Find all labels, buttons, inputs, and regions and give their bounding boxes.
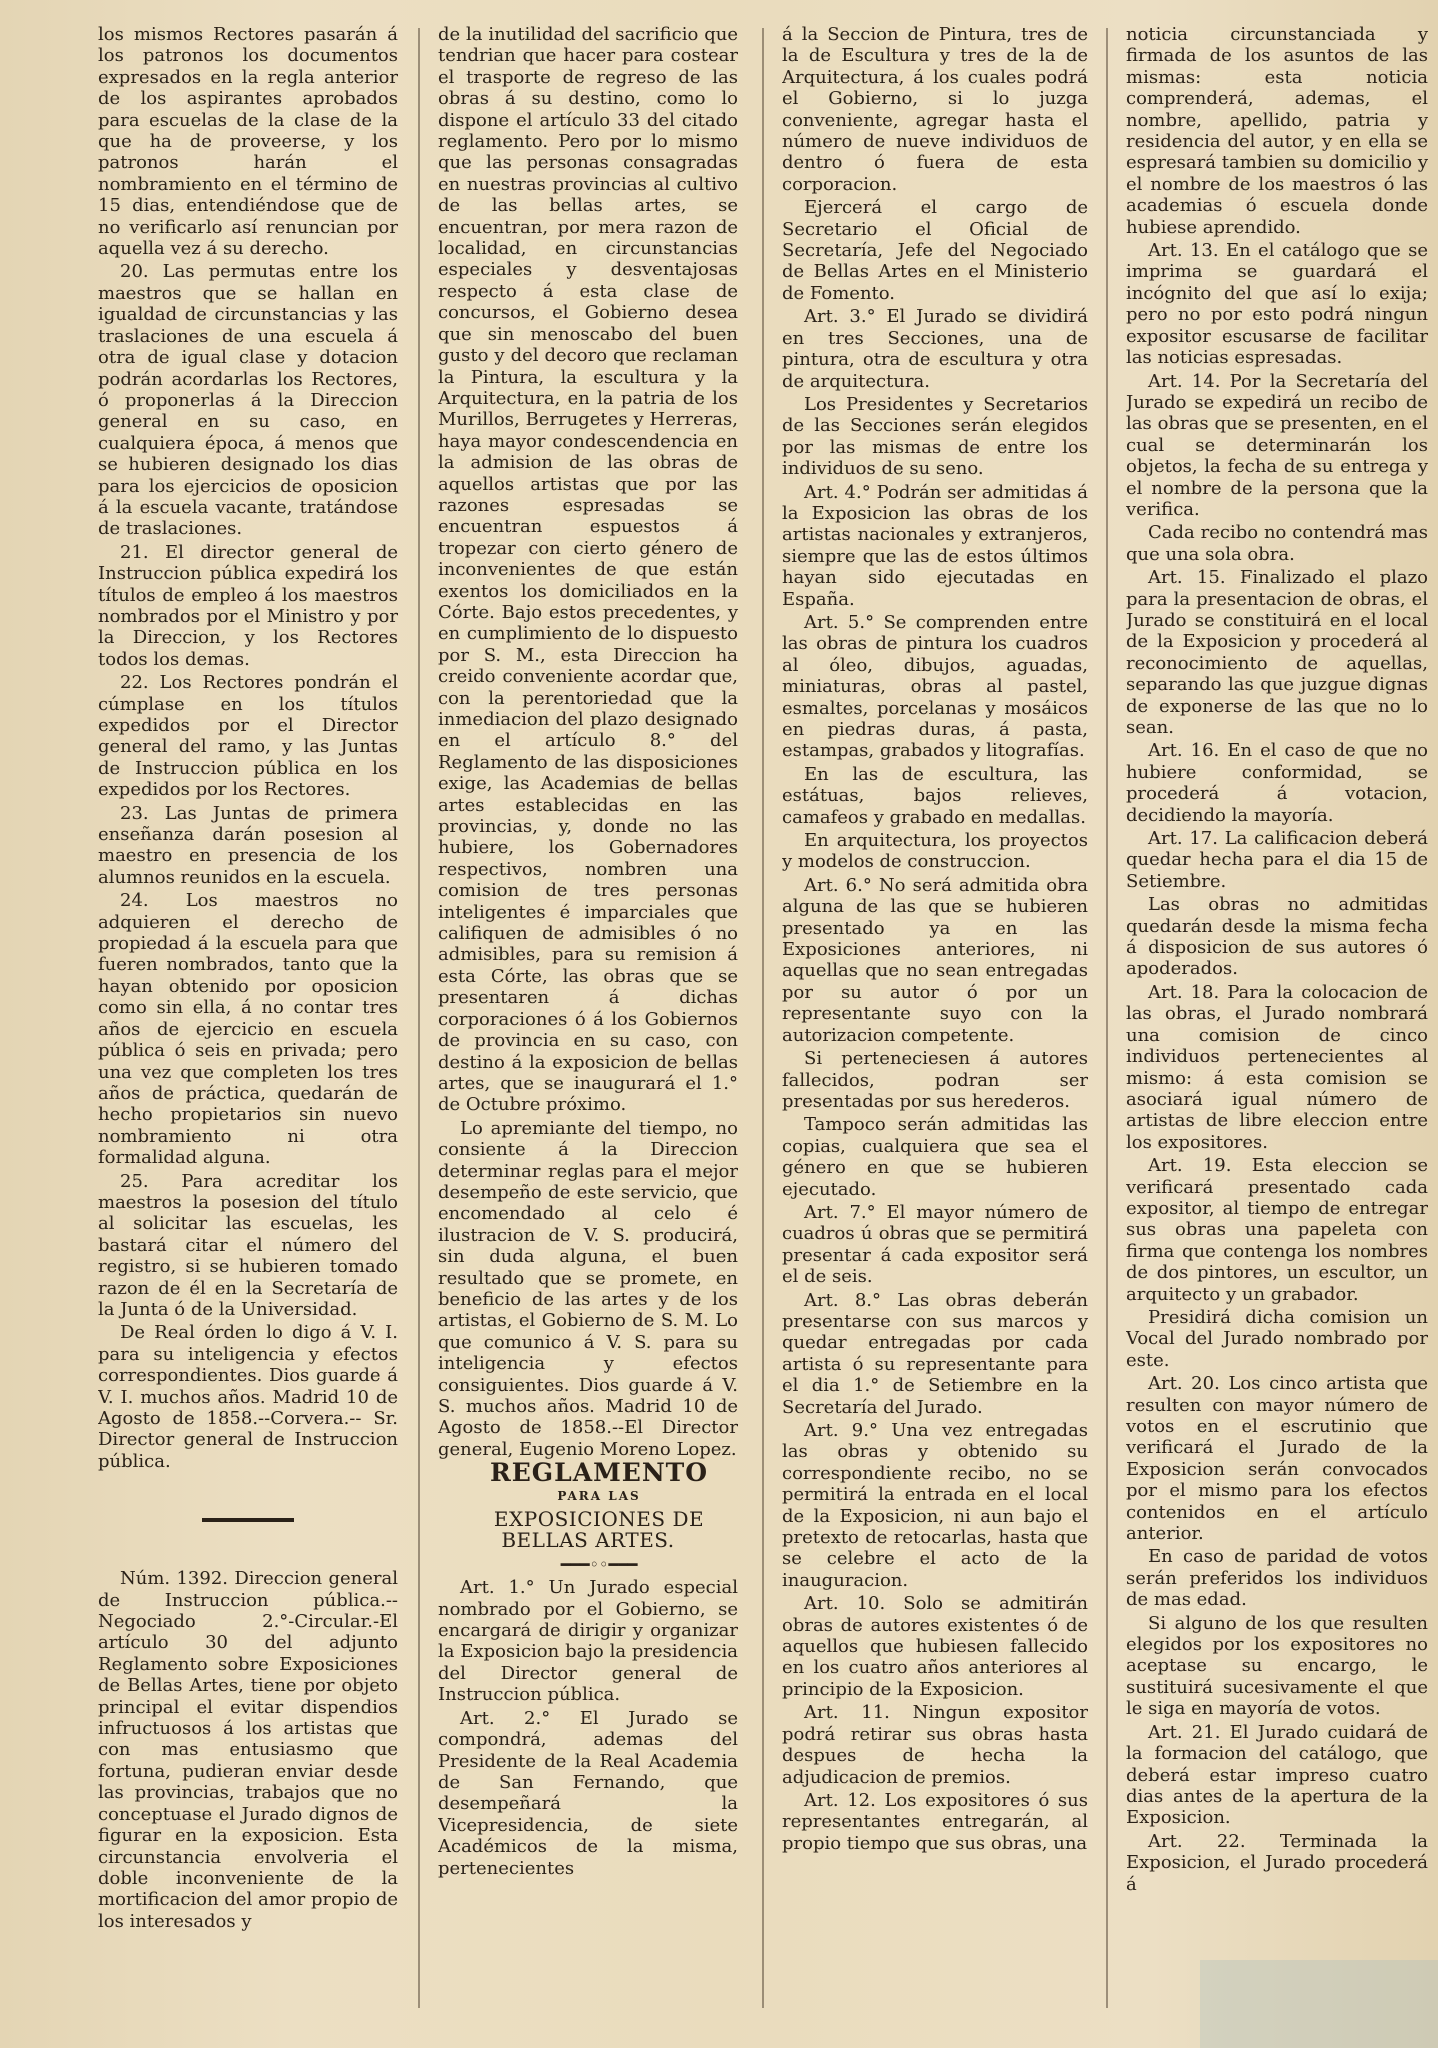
article-11: Art. 11. Ningun expositor podrá retirar sus obras hasta despues de hecha la adjudicacion de premios.: [782, 1702, 1088, 1788]
paragraph: Los Presidentes y Secretarios de las Secciones serán elegidos por las mismas de entre los individuos de su seno.: [782, 393, 1088, 480]
closing-paragraph: De Real órden lo digo á V. I. para su inteligencia y efectos correspondientes. Dios guarde á V. I. muchos años. Madrid 10 de Agosto de 1858.--Corvera.-- Sr. Director general de Instruccion pública.: [98, 1322, 398, 1472]
article-21: 21. El director general de Instruccion pública expedirá los títulos de empleo á los maestros nombrados por el Ministro y por la Direccion, y los Rectores todos los demas.: [98, 541, 398, 670]
column-rule: [418, 28, 420, 2008]
paragraph: á la Seccion de Pintura, tres de la de Escultura y tres de la de Arquitectura, á los cuales podrá el Gobierno, si lo juzga conveniente, agregar hasta el número de nueve individuos de dentro ó fuera de esta corporacion.: [782, 24, 1088, 195]
article-10: Art. 10. Solo se admitirán obras de autores existentes ó de aquellos que hubiesen fallecido en los cuatro años anteriores al principio de la Exposicion.: [782, 1593, 1088, 1700]
section-title: REGLAMENTO: [489, 1458, 709, 1488]
paragraph: Ejercerá el cargo de Secretario el Oficial de Secretaría, Jefe del Negociado de Bellas Artes en el Ministerio de Fomento.: [782, 197, 1088, 304]
article-5: Art. 5.° Se comprenden entre las obras de pintura los cuadros al óleo, dibujos, aguadas, miniaturas, obras al pastel, esmaltes, porcelanas y mosáicos en piedras duras, á pasta, estampas, grabados y litografías.: [782, 611, 1088, 762]
column-rule: [762, 28, 764, 2008]
column-rule: [1106, 28, 1108, 2008]
article-7: Art. 7.° El mayor número de cuadros ú obras que se permitirá presentar á cada expositor será el de seis.: [782, 1201, 1088, 1288]
paragraph: Cada recibo no contendrá mas que una sola obra.: [1126, 522, 1428, 565]
paragraph: noticia circunstanciada y firmada de los asuntos de las mismas: esta noticia comprenderá, ademas, el nombre, apellido, patria y residencia del autor, y en ella se espresará tambien su domicilio y el nombre de los maestros ó las academias ó escuela donde hubiese aprendido.: [1126, 24, 1428, 238]
column-1: [98, 24, 398, 2024]
article-20: Art. 20. Los cinco artista que resulten con mayor número de votos en el escrutinio que verificará el Jurado de la Exposicion serán convocados por el mismo para los efectos contenidos en el artículo anterior.: [1126, 1373, 1428, 1545]
article-24: 24. Los maestros no adquieren el derecho de propiedad á la escuela para que fueren nombrados, tanto que la hayan obtenido por oposicion como sin ella, á no contar tres años de ejercicio en escuela pública ó seis en privada; pero una vez que completen los tres años de práctica, quedarán de hecho propietarios sin nuevo nombramiento ni otra formalidad alguna.: [98, 890, 398, 1169]
paragraph: de la inutilidad del sacrificio que tendrian que hacer para costear el trasporte de regreso de las obras á su destino, como lo dispone el artículo 33 del citado reglamento. Pero por lo mismo que las personas consagradas en nuestras provincias al cultivo de las bellas artes, se encuentran, por mera razon de localidad, en circunstancias especiales y desventajosas respecto á esta clase de concursos, el Gobierno desea que sin menoscabo del buen gusto y del decoro que reclaman la Pintura, la escultura y la Arquitectura, en la patria de los Murillos, Berrugetes y Herreras, haya mayor condescendencia en la admision de las obras de aquellos artistas que por las razones espresadas se encuentran espuestos á tropezar con cierto género de inconvenientes de que están exentos los domiciliados en la Córte. Bajo estos precedentes, y en cumplimiento de lo dispuesto por S. M., esta Direccion ha creido conveniente acordar que, con la perentoriedad que la inmediacion del plazo designado en el artículo 8.° del Reglamento de las disposiciones exige, las Academias de bellas artes establecidas en las provincias, y, donde no las hubiere, los Gobernadores respectivos, nombren una comision de tres personas inteligentes é imparciales que califiquen de admisibles ó no admisibles, para su remision á esta Córte, las obras que se presentaren á dichas corporaciones ó á los Gobiernos de provincia en su caso, con destino á la exposicion de bellas artes, que se inaugurará el 1.° de Octubre próximo.: [438, 24, 738, 1116]
article-4: Art. 4.° Podrán ser admitidas á la Exposicion las obras de los artistas nacionales y extranjeros, siempre que las de estos últimos hayan sido ejecutadas en España.: [782, 481, 1088, 610]
paragraph: En caso de paridad de votos serán preferidos los individuos de mas edad.: [1126, 1546, 1428, 1611]
article-15: Art. 15. Finalizado el plazo para la presentacion de obras, el Jurado se constituirá en el local de la Exposicion y procederá al reconocimiento de aquellas, separando las que juzgue dignas de exponerse de las que no lo sean.: [1126, 567, 1428, 738]
article-22: Art. 22. Terminada la Exposicion, el Jurado procederá á: [1126, 1830, 1428, 1895]
section-subtitle: PARA LAS: [557, 1488, 641, 1503]
article-9: Art. 9.° Una vez entregadas las obras y obtenido su correspondiente recibo, no se permitirá la entrada en el local de la Exposicion, ni aun bajo el pretexto de retocarlas, hasta que se celebre el acto de la inauguracion.: [782, 1420, 1088, 1591]
section-separator: [202, 1518, 294, 1522]
ornament: ━━━◦◦━━━: [560, 1554, 638, 1574]
article-1: Art. 1.° Un Jurado especial nombrado por el Gobierno, se encargará de dirigir y organizar la Exposicion bajo la presidencia del Director general de Instruccion pública.: [438, 1577, 738, 1706]
paragraph: En las de escultura, las estátuas, bajos relieves, camafeos y grabado en medallas.: [782, 763, 1088, 828]
article-2: Art. 2.° El Jurado se compondrá, ademas del Presidente de la Real Academia de San Fernando, que desempeñará la Vicepresidencia, de siete Académicos de la misma, pertenecientes: [438, 1707, 738, 1879]
article-19: Art. 19. Esta eleccion se verificará presentado cada expositor, al tiempo de entregar sus obras una papeleta con firma que contenga los nombres de dos pintores, un escultor, un arquitecto y un grabador.: [1126, 1155, 1428, 1305]
section-heading: EXPOSICIONES DE BELLAS ARTES.: [493, 1507, 705, 1553]
article-25: 25. Para acreditar los maestros la posesion del título al solicitar las escuelas, les bastará citar el número del registro, si se hubieren tomado razon de él en la Secretaría de la Junta ó de la Universidad.: [98, 1170, 398, 1320]
article-8: Art. 8.° Las obras deberán presentarse con sus marcos y quedar entregadas por cada artista ó su representante para el dia 1.° de Setiembre en la Secretaría del Jurado.: [782, 1289, 1088, 1418]
paragraph: Si perteneciesen á autores fallecidos, podran ser presentadas por sus herederos.: [782, 1048, 1088, 1112]
column-3: [782, 24, 1088, 2024]
paragraph: Si alguno de los que resulten elegidos por los expositores no aceptase su encargo, le sustituirá sucesivamente el que le siga en mayoría de votos.: [1126, 1612, 1428, 1720]
article-20: 20. Las permutas entre los maestros que se hallan en igualdad de circunstancias y las traslaciones de una escuela á otra de igual clase y dotacion podrán acordarlas los Rectores, ó proponerlas á la Direccion general en su caso, en cualquiera época, á menos que se hubieren designado los dias para los ejercicios de oposicion á la escuela vacante, tratándose de traslaciones.: [98, 261, 398, 540]
column-2: [438, 24, 738, 2024]
article-18: Art. 18. Para la colocacion de las obras, el Jurado nombrará una comision de cinco individuos pertenecientes al mismo: á esta comision se asociará igual número de artistas de libre eleccion entre los expositores.: [1126, 981, 1428, 1153]
article-12: Art. 12. Los expositores ó sus representantes entregarán, al propio tiempo que sus obras, una: [782, 1789, 1088, 1854]
article-13: Art. 13. En el catálogo que se imprima se guardará el incógnito del que así lo exija; pero no por esto podrá ningun expositor escusarse de facilitar las noticias espresadas.: [1126, 240, 1428, 369]
article-3: Art. 3.° El Jurado se dividirá en tres Secciones, una de pintura, otra de escultura y otra de arquitectura.: [782, 306, 1088, 392]
paragraph: Tampoco serán admitidas las copias, cualquiera que sea el género en que se hubieren ejecutado.: [782, 1114, 1088, 1200]
article-6: Art. 6.° No será admitida obra alguna de las que se hubieren presentado ya en las Exposiciones anteriores, ni aquellas que no sean entregadas por su autor ó por un representante suyo con la autorizacion competente.: [782, 874, 1088, 1046]
paragraph: En arquitectura, los proyectos y modelos de construccion.: [782, 830, 1088, 873]
article-23: 23. Las Juntas de primera enseñanza darán posesion al maestro en presencia de los alumnos reunidos en la escuela.: [98, 802, 398, 888]
circular-paragraph: Núm. 1392. Direccion general de Instruccion pública.--Negociado 2.°-Circular.-El artículo 30 del adjunto Reglamento sobre Exposiciones de Bellas Artes, tiene por objeto principal el evitar dispendios infructuosos á los artistas que con mas entusiasmo que fortuna, pudieran enviar desde las provincias, trabajos que no conceptuase el Jurado dignos de figurar en la exposicion. Esta circunstancia envolveria el doble inconveniente de la mortificacion del amor propio de los interesados y: [98, 1568, 398, 1932]
article-14: Art. 14. Por la Secretaría del Jurado se expedirá un recibo de las obras que se presenten, en el cual se determinarán los objetos, la fecha de su entrega y el nombre de la persona que la verifica.: [1126, 370, 1428, 520]
paragraph: Lo apremiante del tiempo, no consiente á la Direccion determinar reglas para el mejor desempeño de este servicio, que encomendado al celo é ilustracion de V. S. producirá, sin duda alguna, el buen resultado que se promete, en beneficio de las artes y de los artistas, el Gobierno de S. M. Lo que comunico á V. S. para su inteligencia y efectos consiguientes. Dios guarde á V. S. muchos años. Madrid 10 de Agosto de 1858.--El Director general, Eugenio Moreno Lopez.: [438, 1117, 738, 1460]
article-16: Art. 16. En el caso de que no hubiere conformidad, se procederá á votacion, decidiendo la mayoría.: [1126, 740, 1428, 826]
paragraph: Las obras no admitidas quedarán desde la misma fecha á disposicion de sus autores ó apoderados.: [1126, 894, 1428, 980]
paragraph: los mismos Rectores pasarán á los patronos los documentos expresados en la regla anterior de los aspirantes aprobados para escuelas de la clase de la que ha de proveerse, y los patronos harán el nombramiento en el término de 15 dias, entendiéndose que de no verificarlo así renuncian por aquella vez á su derecho.: [98, 24, 398, 260]
article-17: Art. 17. La calificacion deberá quedar hecha para el dia 15 de Setiembre.: [1126, 828, 1428, 892]
paragraph: Presidirá dicha comision un Vocal del Jurado nombrado por este.: [1126, 1306, 1428, 1371]
article-21: Art. 21. El Jurado cuidará de la formacion del catálogo, que deberá estar impreso cuatro dias antes de la apertura de la Exposicion.: [1126, 1721, 1428, 1829]
column-4: [1126, 24, 1428, 2024]
article-22: 22. Los Rectores pondrán el cúmplase en los títulos expedidos por el Director general del ramo, y las Juntas de Instruccion pública en los expedidos por los Rectores.: [98, 672, 398, 801]
